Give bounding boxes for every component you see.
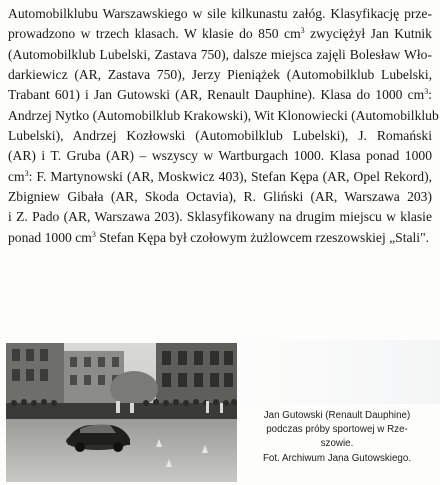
text-run: i Z. Pado (AR, Warszawa 203). Sklasyfikowany na drugim miejscu w klasie — [8, 209, 432, 225]
archival-photo — [6, 343, 237, 482]
text-run: prowadzono w trzech klasach. W klasie do 850 cm — [8, 26, 301, 42]
superscript: 3 — [24, 168, 29, 178]
text-run: zwyciężył Jan Kutnik — [304, 26, 432, 42]
text-run: : F. Martynowski (AR, Moskwicz 403), Stefan Kępa (AR, Opel Rekord), — [28, 168, 432, 184]
text-line — [8, 146, 432, 166]
text-line — [8, 65, 432, 85]
text-line — [8, 167, 432, 187]
text-run: ponad 1000 cm — [8, 229, 92, 245]
text-line — [8, 106, 439, 126]
text-run: cm — [8, 168, 25, 184]
text-line — [8, 126, 432, 146]
text-run: (Automobilklub Lubelski, Zastava 750), dalsze miejsca zajęli Bolesław Wło- — [8, 46, 432, 62]
photo-credit: Fot. Archiwum Jana Gutowskiego. — [262, 452, 412, 464]
text-run: Automobilklubu Warszawskiego w sile kilkunastu załóg. Klasyfikację prze- — [8, 6, 432, 21]
text-line — [8, 85, 432, 105]
text-run: Trabant 601) i Jan Gutowski (AR, Renault Dauphine). Klasa do 1000 cm — [8, 87, 425, 103]
text-run: Lubelski), Andrzej Kozłowski (Automobilklub Lubelski), J. Romański — [8, 128, 432, 144]
text-line — [8, 45, 432, 65]
photo-illustration — [6, 343, 237, 482]
text-run: (AR) i T. Gruba (AR) – wszyscy w Wartburgach 1000. Klasa ponad 1000 — [8, 148, 432, 164]
text-line — [8, 24, 432, 44]
text-line — [8, 4, 432, 24]
text-run: : — [428, 87, 432, 103]
text-run: Stefan Kępa był czołowym żużlowcem rzeszowskiej „Stali". — [95, 229, 430, 245]
caption-line: szowie. — [320, 438, 354, 450]
text-line — [8, 187, 432, 207]
text-run: darkiewicz (AR, Zastava 750), Jerzy Pieniążek (Automobilklub Lubelski, — [8, 67, 432, 83]
photo-caption — [242, 409, 432, 466]
caption-line: podczas próby sportowej w Rze- — [266, 424, 408, 436]
superscript: 3 — [91, 229, 96, 239]
text-run: Andrzej Nytko (Automobilklub Krakowski), Wit Klonowiecki (Automobilklub — [8, 107, 439, 123]
caption-line: Jan Gutowski (Renault Dauphine) — [263, 410, 411, 421]
text-line — [8, 207, 432, 227]
text-run: Zbigniew Gibała (AR, Skoda Octavia), R. Gliński (AR, Warszawa 203) — [8, 189, 432, 205]
show-through-shading — [230, 340, 440, 404]
superscript: 3 — [424, 87, 429, 97]
text-line — [8, 228, 432, 248]
superscript: 3 — [300, 26, 305, 36]
body-paragraph — [8, 4, 439, 248]
